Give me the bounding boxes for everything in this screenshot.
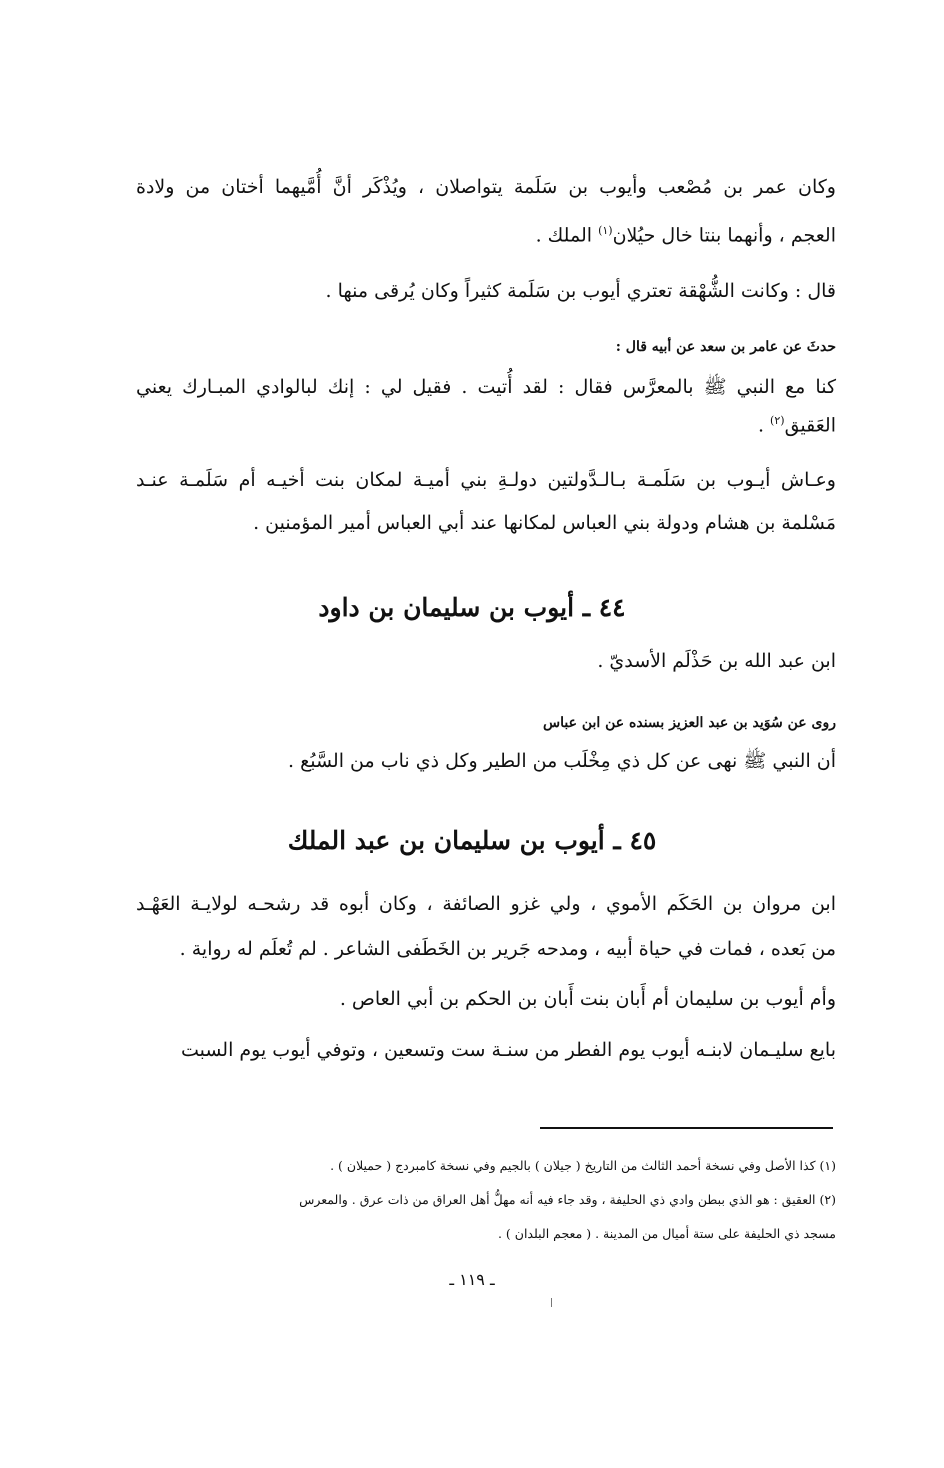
entry-45-line-4: بايع سليـمان لابنـه أيوب يوم الفطر من سنـة ست وتسعين ، وتوفي أيوب يوم السبت [180,1039,836,1061]
footnote-separator [540,1127,833,1129]
entry-45-heading: ٤٥ ـ أيوب بن سليمان بن عبد الملك [287,826,657,855]
footnote-ref-2: (٢) [770,414,785,427]
entry-45-line-1: ابن مروان بن الحَكَم الأموي ، ولي غزو الصائفة ، وكان أبوه قد رشحـه لولايـة العَهْـد [136,893,836,915]
entry-44-lineage: ابن عبد الله بن حَذْلَم الأسديّ . [597,650,836,672]
entry-44-heading: ٤٤ ـ أيوب بن سليمان بن داود [318,593,626,622]
scan-mark [551,1298,552,1307]
page-number: ـ ١١٩ ـ [449,1270,495,1289]
paragraph-4-line-2: مَسْلمة بن هشام ودولة بني العباس لمكانها عند أبي العباس أمير المؤمنين . [253,512,836,534]
paragraph-1-line-2-tail: الملك . [535,224,599,247]
paragraph-3-line-1: كنا مع النبي ﷺ بالمعرَّس فقال : لقد أُتيت . فقيل لي : إنك لبالوادي المبـارك يعني [136,376,836,398]
paragraph-3-line-2-tail: . [757,414,771,437]
entry-45-line-2: من بَعده ، فمات في حياة أبيه ، ومدحه جَرير بن الخَطَفى الشاعر . لم تُعلَم له رواية . [179,938,836,960]
paragraph-2-line-1: قال : وكانت الشُّهْقة تعتري أيوب بن سَلَمة كثيراً وكان يُرقى منها . [325,280,836,302]
paragraph-3-line-2-text: العَقيق [784,414,836,437]
entry-45-line-3: وأم أيوب بن سليمان أم أَبان بنت أَبان بن الحكم بن أبي العاص . [339,988,836,1010]
footnote-2-line-1: (٢) العقيق : هو الذي ببطن وادي ذي الحليفة ، وقد جاء فيه أنه مهلُّ أهل العراق من ذات عرق . والمعرس [299,1192,836,1207]
entry-44-isnad: روى عن سُوَيد بن عبد العزيز بسنده عن ابن عباس [543,715,836,731]
entry-44-hadith: أن النبي ﷺ نهى عن كل ذي مِخْلَب من الطير وكل ذي ناب من السَّبُع . [288,750,836,772]
footnote-2-line-2: مسجد ذي الحليفة على ستة أميال من المدينة . ( معجم البلدان ) . [497,1226,836,1241]
paragraph-3-line-2 [136,415,836,435]
paragraph-4-line-1: وعـاش أيـوب بن سَلَمـة بـالـدَّولتين دولـةِ بني أميـة لمكان بنت أخيـه أم سَلَمـة عنـد [136,469,836,491]
paragraph-1-line-2-text: العجم ، وأنهما بنتا خال حيُلان [612,224,836,247]
isnad-amir: حدثَ عن عامر بن سعد عن أبيه قال : [615,339,836,355]
footnote-1: (١) كذا الأصل وفي نسخة أحمد الثالث من التاريخ ( جيلان ) بالجيم وفي نسخة كامبردج ( حميلان ) . [330,1158,836,1173]
paragraph-1-line-1: وكان عمر بن مُصْعب وأيوب بن سَلَمة يتواصلان ، ويُذْكَر أنَّ أُمَّيهما أختان من ولادة [136,176,836,198]
paragraph-1-line-2 [136,225,836,245]
footnote-ref-1: (١) [598,224,613,237]
